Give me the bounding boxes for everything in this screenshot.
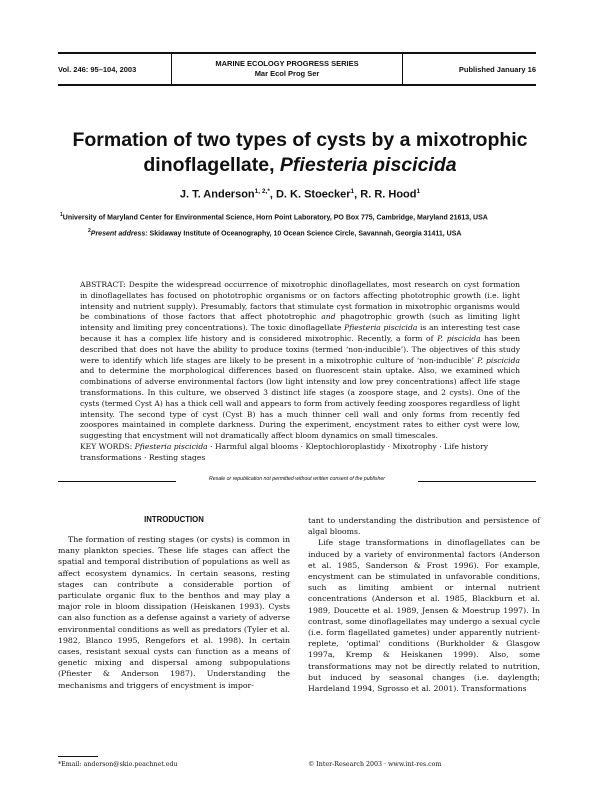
- published-date: Published January 16: [458, 64, 536, 74]
- footnote-rule: [58, 756, 98, 757]
- title-species: Pfiesteria piscicida: [279, 154, 457, 176]
- abstract-species-3: P. piscicida: [477, 355, 520, 365]
- abstract-text-1: Despite the widespread occurrence of mixotrophic dinoflagellates, most research on cyst formation in dinoflagellates has focused on phototrophic organisms or on factors affecting phototrophic growth (i.e. light intensity and nutrient supply). Presumably, factors that stimulate cyst formation in mixotrophic organisms would be combinations of those factors that affect phototrophic: [80, 280, 520, 322]
- body-column-right: [308, 515, 540, 694]
- paragraph: The formation of resting stages (or cysts) is common in many plankton species. These life stages can affect the spatial and temporal distribution of populations as well as affect ecosystem dynamics. In certain seasons, resting stages can contribute a considerable portion of particulate organic flux to the benthos and may play a major role in bloom dissipation (Heiskanen 1993). Cysts can also function as a defense against a variety of adverse environmental conditions as well as predators (Tyler et al. 1982, Blanco 1995, Rengefors et al. 1998). In certain cases, resistant sexual cysts can function as a means of genetic mixing and dispersal among subpopulations (Pfiester & Anderson 1987). Understanding the mechanisms and triggers of encystment is impor-: [58, 535, 290, 690]
- abstract-text-4: has been described that does not have the ability to produce toxins (termed ‘non-inducible’). The objectives of this study were to identify which life stages are likely to be present in a mixotrophic culture of ‘non-inducible’: [80, 333, 520, 365]
- affiliation-1: [60, 212, 550, 221]
- author-2: , D. K. Stoecker: [269, 188, 351, 201]
- abstract-text-2: phagotrophic growth (such as limiting light intensity and limiting prey concentrations). The toxic dinoflagellate: [80, 312, 520, 333]
- title-plain: dinoflagellate,: [143, 154, 280, 176]
- affiliation-2-label: Present address:: [90, 230, 148, 238]
- copyright: © Inter-Research 2003 · www.int-res.com: [308, 761, 442, 768]
- corresponding-email: *Email: anderson@skio.peachnet.edu: [58, 761, 178, 768]
- author-2-affil: 1: [350, 188, 355, 195]
- author-1-corresponding: *: [267, 188, 270, 195]
- abstract-text-5: and to determine the morphological differences based on fluorescent stain uptake. Also, we examined which combinations of adverse environmental factors (low light intensity and low prey concentrations) affect life stage transformations. In this culture, we observed 3 distinct life stages (a zoospore stage, and 2 cysts). One of the cysts (termed Cyst A) has a thick cell wall and appears to form from actively feeding zoospores regardless of light intensity. The second type of cyst (Cyst B) has a much thinner cell wall and only forms from recently fed zoospores maintained in complete darkness. During the experiment, encystment rates to either cyst were low, suggesting that encystment will not dramatically affect bloom dynamics on small timescales.: [80, 366, 520, 441]
- journal-abbrev: Mar Ecol Prog Ser: [254, 69, 320, 78]
- journal-name-box: [171, 54, 403, 84]
- author-1: J. T. Anderson: [179, 188, 255, 201]
- header-rule-bottom: [58, 84, 536, 86]
- title-line-1: Formation of two types of cysts by a mixotrophic: [72, 129, 528, 151]
- keywords-species: Pfiesteria piscicida: [134, 442, 208, 451]
- paragraph-continued: tant to understanding the distribution and persistence of algal blooms.: [308, 516, 540, 537]
- volume-info: Vol. 246: 95–104, 2003: [58, 64, 137, 74]
- abstract-emph-and: and: [321, 312, 336, 322]
- author-list: [50, 188, 550, 201]
- affiliation-2-text: Skidaway Institute of Oceanography, 10 Ocean Science Circle, Savannah, Georgia 31411, USA: [147, 230, 462, 238]
- affiliation-2: [88, 228, 578, 237]
- affiliation-1-text: University of Maryland Center for Environmental Science, Horn Point Laboratory, PO Box 775, Cambridge, Maryland 21613, USA: [62, 214, 488, 222]
- title-line-2: [50, 153, 550, 178]
- affiliation-1-number: 1: [60, 212, 63, 218]
- abstract: [80, 280, 520, 442]
- resale-notice: [58, 474, 536, 488]
- resale-text: Resale or republication not permitted without written consent of the publisher: [209, 476, 385, 482]
- author-3: , R. R. Hood: [354, 188, 417, 201]
- author-3-affil: 1: [416, 188, 421, 195]
- abstract-species-1: Pfiesteria piscicida: [344, 323, 418, 333]
- journal-name: MARINE ECOLOGY PROGRESS SERIES: [215, 59, 359, 68]
- body-column-left: [58, 534, 290, 691]
- keywords: [80, 442, 520, 464]
- affiliation-2-number: 2: [88, 228, 91, 234]
- paper-title: [50, 128, 550, 178]
- keywords-list: · Harmful algal blooms · Kleptochloroplastidy · Mixotrophy · Life history transformations · Resting stages: [80, 442, 489, 462]
- paragraph: Life stage transformations in dinoflagellates can be induced by a variety of environmental factors (Anderson et al. 1985, Sanderson & Frost 1996). For example, encystment can be stimulated in unfavorable conditions, such as limiting ambient or internal nutrient concentrations (Anderson et al. 1985, Blackburn et al. 1989, Doucette et al. 1989, Jensen & Moestrup 1997). In contrast, some dinoflagellates may undergo a sexual cycle (i.e. form flagellated gametes) under apparently nutrient-replete, ‘optimal’ conditions (Burkholder & Glasgow 1997a, Kremp & Heiskanen 1999). Also, some transformations may not be directly related to nutrition, but induced by seasonal changes (i.e. daylength; Hardeland 1994, Sgrosso et al. 2001). Transformations: [308, 538, 540, 694]
- author-1-affil: 1, 2,: [254, 188, 268, 195]
- journal-header: [58, 52, 536, 86]
- resale-rule-right: [418, 481, 536, 482]
- abstract-label: ABSTRACT:: [80, 280, 129, 289]
- abstract-species-2: P. piscicida: [437, 333, 481, 343]
- keywords-label: KEY WORDS:: [80, 442, 135, 451]
- section-heading-introduction: INTRODUCTION: [144, 515, 204, 524]
- abstract-text-3: is an interesting test case because it has a complex life history and is considered mixotrophic. Recently, a form of: [80, 323, 520, 343]
